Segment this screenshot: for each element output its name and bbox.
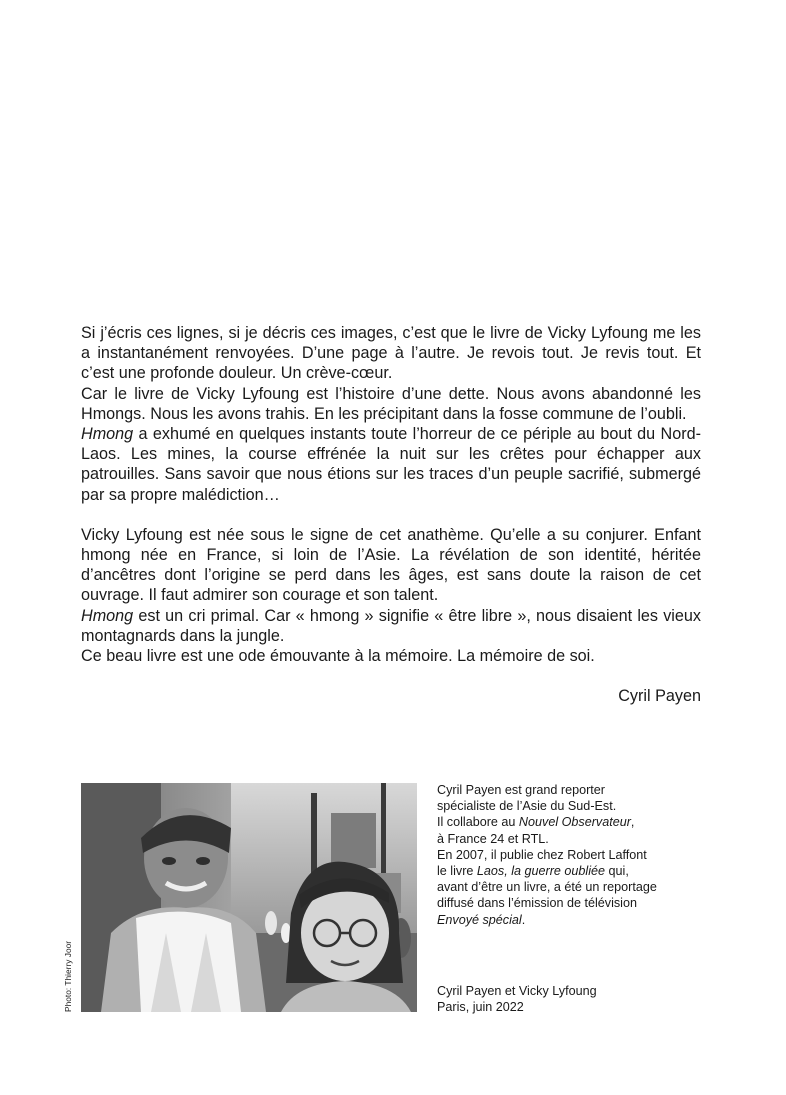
- bio-line: [437, 912, 717, 928]
- photo-credit: Photo: Thierry Joor: [63, 940, 73, 1012]
- bio-line: En 2007, il publie chez Robert Laffont: [437, 847, 647, 862]
- preface-text: [81, 323, 701, 706]
- author-bio: [437, 782, 717, 928]
- bio-line: avant d’être un livre, a été un reportage: [437, 880, 657, 895]
- bio-text: .: [521, 912, 526, 927]
- bio-line: diffusé dans l’émission de télévision: [437, 896, 637, 911]
- bio-text: ,: [630, 815, 635, 830]
- author-signature: Cyril Payen: [618, 687, 701, 706]
- paragraph-6: Ce beau livre est une ode émouvante à la mémoire. La mémoire de soi.: [81, 647, 595, 666]
- bio-text: qui,: [605, 864, 629, 879]
- bio-line: à France 24 et RTL.: [437, 831, 549, 846]
- book-title: Laos, la guerre oubliée: [476, 864, 606, 879]
- bio-text: Il collabore au: [437, 815, 519, 830]
- tv-show-title: Envoyé spécial: [437, 912, 522, 927]
- bio-line: [437, 814, 717, 830]
- publication-title: Nouvel Observateur: [518, 815, 631, 830]
- paragraph-3-text: a exhumé en quelques instants toute l’horreur de ce périple au bout du Nord-Laos. Les mines, la course effrénée la nuit sur les crêtes pour échapper aux patrouilles. Sans savoir que nous étions sur les traces d’un peuple sacrifié, submergé par sa propre malédiction…: [81, 425, 701, 504]
- author-photo: [81, 783, 417, 1012]
- bio-text: le livre: [437, 864, 477, 879]
- caption-line: Cyril Payen et Vicky Lyfoung: [437, 984, 597, 998]
- caption-line: Paris, juin 2022: [437, 1000, 524, 1015]
- paragraph-2: Car le livre de Vicky Lyfoung est l’histoire d’une dette. Nous avons abandonné les Hmongs. Nous les avons trahis. En les précipitant dans la fosse commune de l’oubli.: [81, 384, 701, 423]
- bio-line: spécialiste de l’Asie du Sud-Est.: [437, 799, 617, 814]
- bio-line: [437, 863, 717, 879]
- paragraph-5-text: est un cri primal. Car « hmong » signifie « être libre », nous disaient les vieux montagnards dans la jungle.: [81, 606, 701, 645]
- book-title-italic: Hmong: [81, 606, 134, 625]
- paragraph-4: Vicky Lyfoung est née sous le signe de cet anathème. Qu’elle a su conjurer. Enfant hmong née en France, si loin de l’Asie. La révélation de son identité, héritée d’ancêtres dont l’origine se perd dans les âges, est sans doute la raison de cet ouvrage. Il faut admirer son courage et son talent.: [81, 525, 701, 605]
- paragraph-gap: [81, 505, 701, 525]
- paragraph-3: [81, 424, 701, 505]
- paragraph-5: [81, 606, 701, 646]
- photo-caption: [437, 983, 717, 1015]
- bio-line: Cyril Payen est grand reporter: [437, 783, 605, 797]
- paragraph-1: Si j’écris ces lignes, si je décris ces images, c’est que le livre de Vicky Lyfoung me les a instantanément renvoyées. D’une page à l’autre. Je revois tout. Je revis tout. Et c’est une profonde douleur. Un crève-cœur.: [81, 324, 701, 383]
- book-title-italic: Hmong: [81, 425, 134, 444]
